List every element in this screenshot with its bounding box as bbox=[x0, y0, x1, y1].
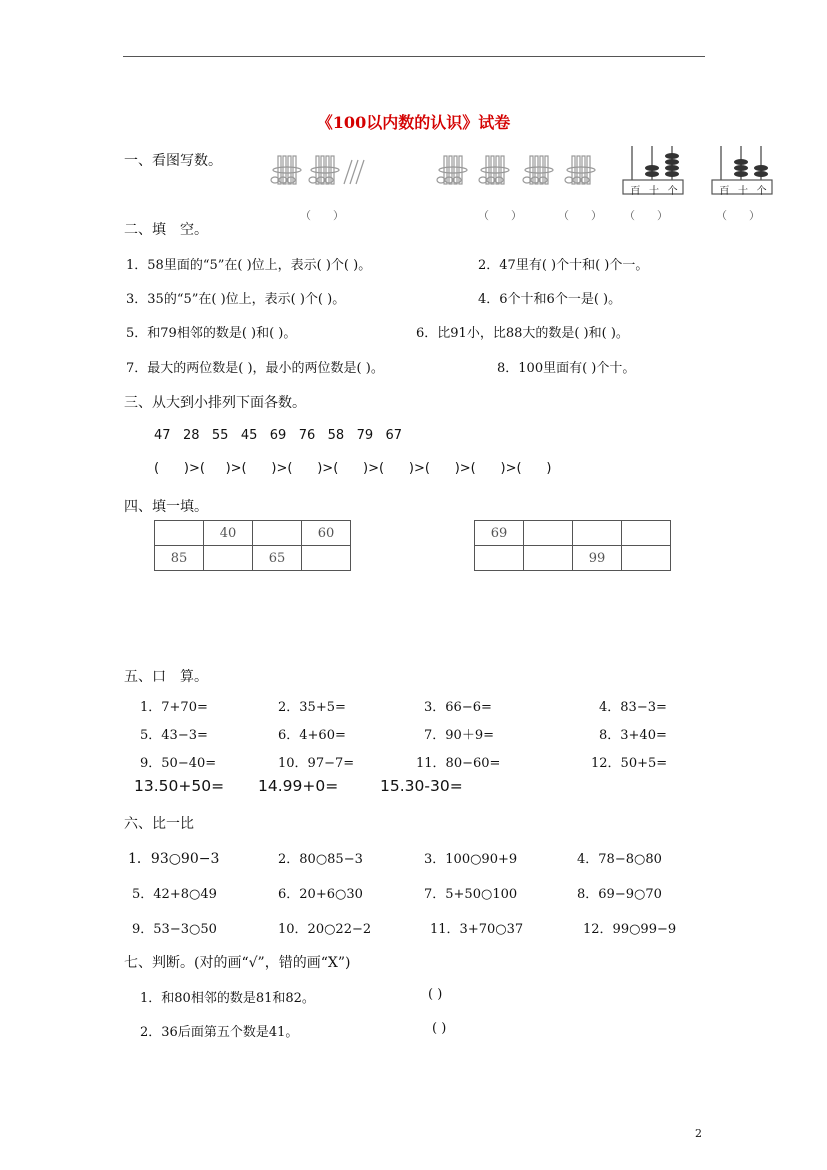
section-7-heading: 七、判断。(对的画“√”，错的画“X”) bbox=[124, 955, 351, 971]
grid-cell bbox=[204, 546, 253, 571]
section-6-heading: 六、比一比 bbox=[124, 816, 194, 832]
grid-cell: 85 bbox=[155, 546, 204, 571]
calc-item: 13.50+50= bbox=[134, 777, 225, 795]
abacus-label-ones: 个 bbox=[756, 186, 767, 197]
grid-cell bbox=[302, 546, 351, 571]
abacus-label-ones: 个 bbox=[667, 186, 678, 197]
page-number: 2 bbox=[695, 1127, 702, 1140]
grid-cell bbox=[475, 546, 524, 571]
compare-item: 7．5+50○100 bbox=[424, 887, 518, 902]
compare-item: 2．80○85−3 bbox=[278, 852, 363, 867]
calc-item: 2．35+5= bbox=[278, 700, 346, 715]
grid-cell bbox=[573, 521, 622, 546]
answer-blank-1: （ ） bbox=[300, 209, 344, 222]
abacus-label-tens: 十 bbox=[648, 186, 659, 197]
section-1-heading: 一、看图写数。 bbox=[124, 153, 222, 169]
judge-item-1: 1．和80相邻的数是81和82。 bbox=[140, 991, 315, 1006]
abacus-label-hundreds: 百 bbox=[719, 186, 730, 197]
number-grid-left bbox=[154, 520, 351, 571]
grid-cell bbox=[524, 521, 573, 546]
answer-blank-4: （ ） bbox=[624, 209, 668, 222]
calc-item: 3．66−6= bbox=[424, 700, 492, 715]
compare-item: 3．100○90+9 bbox=[424, 852, 518, 867]
grid-cell: 60 bbox=[302, 521, 351, 546]
numbers-to-sort: 47 28 55 45 69 76 58 79 67 bbox=[154, 428, 403, 443]
header-rule bbox=[123, 56, 705, 57]
number-grid-right bbox=[474, 520, 671, 571]
calc-item: 1．7+70= bbox=[140, 700, 208, 715]
abacus-label-hundreds: 百 bbox=[630, 186, 641, 197]
calc-item: 7．90＋9= bbox=[424, 728, 494, 743]
grid-cell: 99 bbox=[573, 546, 622, 571]
grid-cell bbox=[155, 521, 204, 546]
judge-answer-1: ( ) bbox=[428, 987, 443, 1002]
answer-blank-2: （ ） bbox=[478, 209, 522, 222]
compare-item: 9．53−3○50 bbox=[132, 922, 217, 937]
answer-blank-5: （ ） bbox=[716, 209, 760, 222]
fill-item-2: 2．47里有( )个十和( )个一。 bbox=[478, 258, 649, 273]
compare-item: 1．93○90−3 bbox=[128, 851, 220, 867]
fill-item-3: 3．35的“5”在( )位上，表示( )个( )。 bbox=[126, 292, 346, 307]
calc-item: 10．97−7= bbox=[278, 756, 355, 771]
calc-item: 4．83−3= bbox=[599, 700, 667, 715]
fill-item-4: 4．6个十和6个一是( )。 bbox=[478, 292, 622, 307]
fill-item-8: 8．100里面有( )个十。 bbox=[497, 361, 636, 376]
grid-cell: 69 bbox=[475, 521, 524, 546]
abacus-2-labels bbox=[715, 182, 771, 197]
section-3-heading: 三、从大到小排列下面各数。 bbox=[124, 395, 306, 411]
sort-answer-blanks: ( )>( )>( )>( )>( )>( )>( )>( )>( ) bbox=[154, 461, 552, 476]
grid-cell: 65 bbox=[253, 546, 302, 571]
page-title: 《100以内数的认识》试卷 bbox=[316, 113, 511, 132]
calc-item: 11．80−60= bbox=[416, 756, 501, 771]
grid-cell bbox=[622, 521, 671, 546]
grid-cell bbox=[622, 546, 671, 571]
bundle-sticks-picture-1 bbox=[268, 154, 378, 190]
compare-item: 8．69−9○70 bbox=[577, 887, 662, 902]
calc-item: 6．4+60= bbox=[278, 728, 346, 743]
bundle-sticks-picture-2 bbox=[434, 154, 609, 190]
fill-item-6: 6．比91小，比88大的数是( )和( )。 bbox=[416, 326, 629, 341]
calc-item: 8．3+40= bbox=[599, 728, 667, 743]
fill-item-1: 1．58里面的“5”在( )位上，表示( )个( )。 bbox=[126, 258, 372, 273]
fill-item-5: 5．和79相邻的数是( )和( )。 bbox=[126, 326, 297, 341]
fill-item-7: 7．最大的两位数是( )，最小的两位数是( )。 bbox=[126, 361, 384, 376]
grid-row bbox=[475, 546, 671, 571]
judge-item-2: 2．36后面第五个数是41。 bbox=[140, 1025, 299, 1040]
compare-item: 11．3+70○37 bbox=[430, 922, 524, 937]
judge-answer-2: ( ) bbox=[432, 1021, 447, 1036]
section-4-heading: 四、填一填。 bbox=[124, 499, 208, 515]
answer-blank-3: （ ） bbox=[558, 209, 602, 222]
abacus-label-tens: 十 bbox=[737, 186, 748, 197]
grid-row bbox=[475, 521, 671, 546]
calc-item: 14.99+0= bbox=[258, 777, 339, 795]
compare-item: 6．20+6○30 bbox=[278, 887, 363, 902]
calc-item: 9．50−40= bbox=[140, 756, 217, 771]
compare-item: 5．42+8○49 bbox=[132, 887, 217, 902]
grid-cell: 40 bbox=[204, 521, 253, 546]
calc-item: 12．50+5= bbox=[591, 756, 668, 771]
grid-cell bbox=[524, 546, 573, 571]
compare-item: 12．99○99−9 bbox=[583, 922, 677, 937]
compare-item: 4．78−8○80 bbox=[577, 852, 662, 867]
grid-row bbox=[155, 521, 351, 546]
calc-item: 15.30-30= bbox=[380, 777, 463, 795]
compare-item: 10．20○22−2 bbox=[278, 922, 372, 937]
grid-cell bbox=[253, 521, 302, 546]
section-2-heading: 二、填 空。 bbox=[124, 222, 208, 238]
abacus-1-labels bbox=[626, 182, 682, 197]
grid-row bbox=[155, 546, 351, 571]
section-5-heading: 五、口 算。 bbox=[124, 669, 208, 685]
calc-item: 5．43−3= bbox=[140, 728, 208, 743]
